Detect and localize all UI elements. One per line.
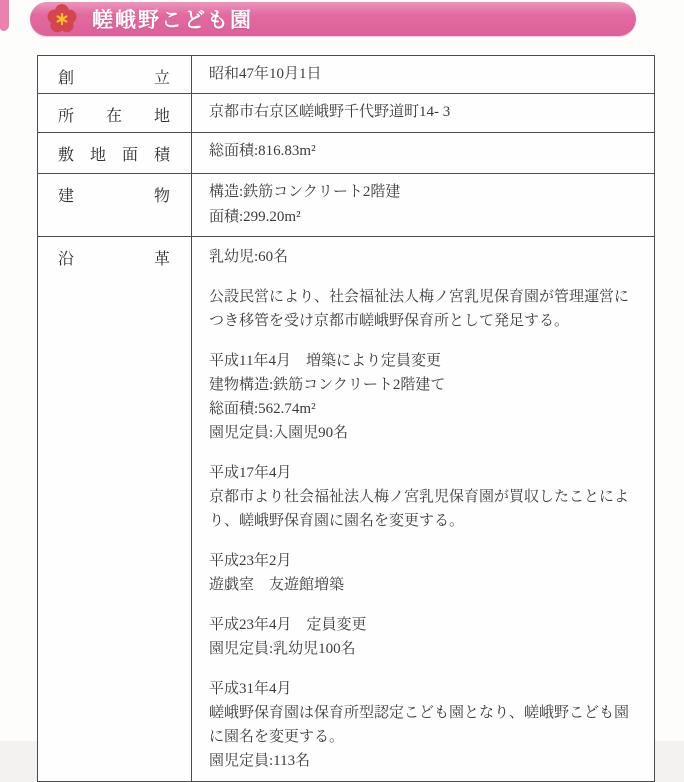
- value-line: 構造:鉄筋コンクリート2階建: [209, 184, 401, 200]
- history-line: 園児定員:乳幼児100名: [209, 641, 356, 657]
- history-line: 総面積:562.74m²: [209, 401, 316, 417]
- row-label-site-area: 敷地面積: [38, 133, 192, 174]
- history-paragraph-h17: [209, 453, 640, 533]
- history-paragraph-h23-apr: [209, 605, 640, 661]
- history-line: 嵯峨野保育園は保育所型認定こども園となり、嵯峨野こども園に園名を変更する。: [209, 705, 630, 745]
- history-line: 園児定員:113名: [209, 753, 311, 769]
- info-table: [37, 55, 655, 782]
- row-label-address: 所在地: [38, 94, 192, 133]
- row-history: [38, 237, 655, 782]
- row-value-building: [192, 174, 655, 237]
- history-paragraph-capacity: [209, 243, 640, 269]
- history-line: 平成31年4月: [209, 681, 292, 697]
- row-label-history: 沿革: [38, 237, 192, 782]
- page-title: 嵯峨野こども園: [92, 9, 253, 32]
- value-line: 京都市右京区嵯峨野千代野道町14- 3: [209, 104, 451, 120]
- row-value-history: [192, 237, 655, 782]
- value-line: 総面積:816.83m²: [209, 143, 316, 159]
- history-line: 平成23年4月 定員変更: [209, 617, 367, 633]
- history-line: 公設民営により、社会福祉法人梅ノ宮乳児保育園が管理運営につき移管を受け京都市嵯峨野保育所として発足する。: [209, 289, 630, 329]
- value-line: 面積:299.20m²: [209, 209, 301, 225]
- history-line: 平成11年4月 増築により定員変更: [209, 353, 441, 369]
- row-value-address: [192, 94, 655, 133]
- row-address: [38, 94, 655, 133]
- scan-edge-artifact: [0, 0, 9, 31]
- row-establishment: [38, 56, 655, 94]
- history-paragraph-founding: [209, 277, 640, 333]
- plum-flower-icon: [47, 4, 77, 34]
- row-value-establishment: [192, 56, 655, 94]
- row-label-establishment: 創立: [38, 56, 192, 94]
- row-building: [38, 174, 655, 237]
- value-line: 昭和47年10月1日: [209, 66, 322, 82]
- history-paragraph-h11: [209, 341, 640, 445]
- history-line: 京都市より社会福祉法人梅ノ宮乳児保育園が買収したことにより、嵯峨野保育園に園名を変更する。: [209, 489, 630, 529]
- history-line: 乳幼児:60名: [209, 249, 289, 265]
- history-paragraph-h31: [209, 669, 640, 773]
- history-line: 遊戯室 友遊館増築: [209, 577, 345, 593]
- row-site-area: [38, 133, 655, 174]
- row-value-site-area: [192, 133, 655, 174]
- row-label-building: 建物: [38, 174, 192, 237]
- header-banner: [30, 2, 636, 36]
- history-line: 平成17年4月: [209, 465, 292, 481]
- history-line: 平成23年2月: [209, 553, 292, 569]
- history-paragraph-h23-feb: [209, 541, 640, 597]
- history-line: 建物構造:鉄筋コンクリート2階建て: [209, 377, 446, 393]
- history-line: 園児定員:入園児90名: [209, 425, 349, 441]
